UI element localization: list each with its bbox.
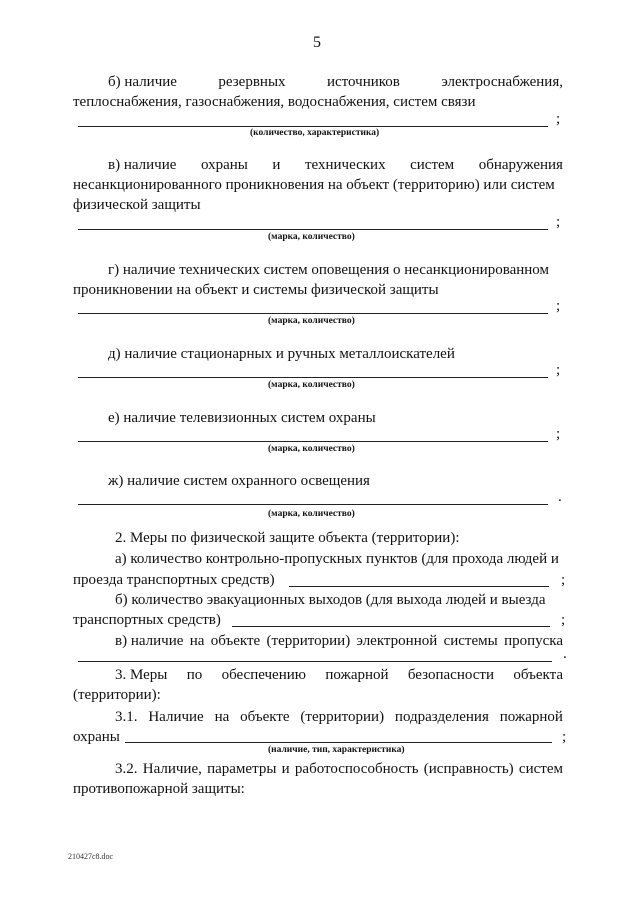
item-g-line1: г) наличие технических систем оповещения о несанкционированном	[108, 262, 549, 278]
section-2-title: 2. Меры по физической защите объекта (территории):	[115, 530, 460, 546]
word: по	[186, 667, 203, 683]
item-zh-end: .	[558, 489, 562, 505]
item-zh-fill-line	[78, 504, 548, 505]
word: обеспечению	[221, 667, 306, 683]
item-b-caption: (количество, характеристика)	[250, 128, 380, 138]
word: охраны	[200, 157, 248, 173]
item-g-caption: (марка, количество)	[268, 316, 355, 326]
footer-filename: 210427c8.doc	[68, 852, 114, 861]
section-2-v-fill-line	[78, 661, 552, 662]
page-number: 5	[313, 34, 321, 51]
word: Наличие	[148, 709, 204, 725]
item-v-caption: (марка, количество)	[268, 232, 355, 242]
section-2-b-fill-line	[232, 626, 550, 627]
word: параметры	[207, 761, 277, 777]
item-zh-line1: ж) наличие систем охранного освещения	[108, 473, 370, 489]
word: систем	[410, 157, 455, 173]
word: и	[272, 157, 281, 173]
item-d-line1: д) наличие стационарных и ручных металлоискателей	[108, 346, 455, 362]
section-2-a-line2: проезда транспортных средств)	[73, 572, 275, 588]
section-2-v-end: .	[563, 646, 567, 662]
word: работоспособность	[294, 761, 419, 777]
item-v-line3: физической защиты	[73, 197, 201, 213]
section-2-b-end: ;	[561, 612, 566, 628]
word: технических	[304, 157, 386, 173]
word: Наличие,	[142, 761, 202, 777]
item-v-line1	[108, 157, 563, 174]
word: безопасности	[407, 667, 494, 683]
section-3-1-line1	[115, 709, 563, 726]
item-g-fill-line	[78, 313, 548, 314]
section-3-title-line2: (территории):	[73, 687, 161, 703]
item-e-line1: е) наличие телевизионных систем охраны	[108, 410, 376, 426]
word: пожарной	[499, 709, 563, 725]
word: в) наличие	[108, 157, 177, 173]
item-v-fill-line	[78, 229, 548, 230]
word: (территории)	[266, 633, 351, 649]
word: (территории)	[300, 709, 385, 725]
word: электроснабжения,	[441, 74, 563, 90]
item-b-line2: теплоснабжения, газоснабжения, водоснабжения, систем связи	[73, 94, 476, 110]
word: на	[189, 633, 205, 649]
word: источников	[327, 74, 400, 90]
section-2-b-line2: транспортных средств)	[73, 612, 221, 628]
item-g-line2: проникновении на объект и системы физической защиты	[73, 282, 439, 298]
word: в) наличие	[115, 633, 184, 649]
item-d-fill-line	[78, 377, 548, 378]
word: электронной	[356, 633, 438, 649]
section-3-1-line2: охраны	[73, 729, 120, 745]
section-2-a-fill-line	[289, 586, 549, 587]
item-d-caption: (марка, количество)	[268, 380, 355, 390]
word: 3.1.	[115, 709, 138, 725]
section-3-2-line2: противопожарной защиты:	[73, 781, 245, 797]
word: на	[214, 709, 230, 725]
word: б) наличие	[108, 74, 177, 90]
word: обнаружения	[478, 157, 563, 173]
item-b-fill-line	[78, 126, 548, 127]
section-2-v-line1	[115, 633, 563, 650]
section-2-a-end: ;	[561, 572, 566, 588]
word: 3.2.	[115, 761, 138, 777]
word: резервных	[218, 74, 286, 90]
word: объекте	[210, 633, 261, 649]
word: пожарной	[325, 667, 389, 683]
item-e-end: ;	[556, 426, 561, 442]
word: 3. Меры	[115, 667, 168, 683]
word: объекта	[513, 667, 563, 683]
item-b-end: ;	[556, 111, 561, 127]
section-3-2-line1	[115, 761, 563, 778]
item-b-line1	[108, 74, 563, 91]
word: пропуска	[504, 633, 563, 649]
section-3-1-end: ;	[562, 729, 567, 745]
section-2-a-line1: а) количество контрольно-пропускных пунктов (для прохода людей и	[115, 551, 559, 567]
section-2-b-line1: б) количество эвакуационных выходов (для выхода людей и выезда	[115, 592, 546, 608]
word: (исправность)	[423, 761, 514, 777]
item-zh-caption: (марка, количество)	[268, 509, 355, 519]
item-v-end: ;	[556, 214, 561, 230]
word: объекте	[240, 709, 290, 725]
word: системы	[443, 633, 498, 649]
word: подразделения	[394, 709, 489, 725]
item-g-end: ;	[556, 298, 561, 314]
item-e-caption: (марка, количество)	[268, 444, 355, 454]
section-3-1-caption: (наличие, тип, характеристика)	[268, 745, 405, 755]
item-e-fill-line	[78, 441, 548, 442]
word: систем	[518, 761, 563, 777]
word: и	[281, 761, 290, 777]
section-3-1-fill-line	[125, 742, 552, 743]
item-d-end: ;	[556, 362, 561, 378]
section-3-title-line1	[115, 667, 563, 684]
item-v-line2: несанкционированного проникновения на объект (территорию) или систем	[73, 177, 555, 193]
